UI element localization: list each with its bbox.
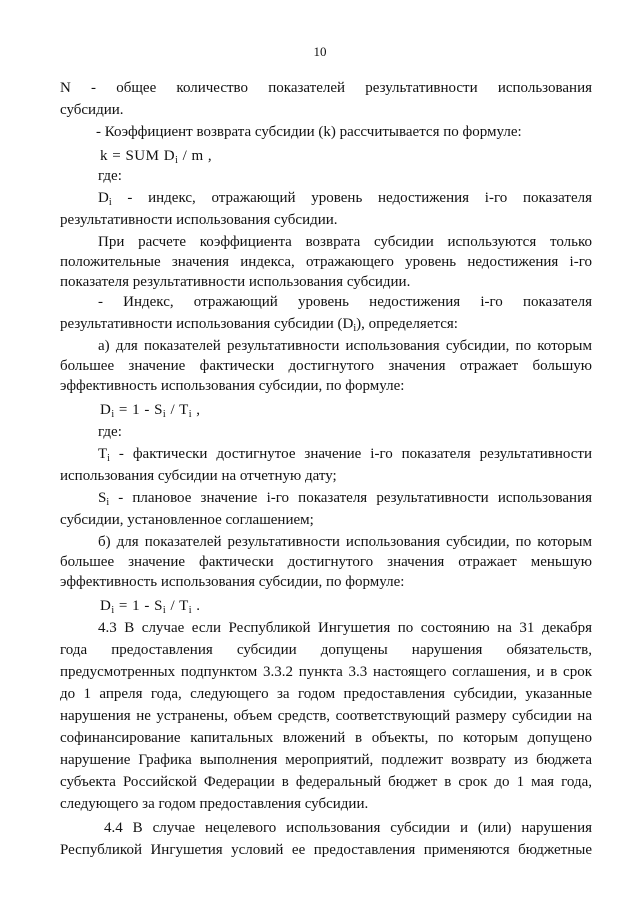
text-line: нарушение Графика выполнения мероприятий, подлежит возврату из бюджета [60,752,592,768]
text-line: б) для показателей результативности использования субсидии, по которым [98,534,592,550]
text-line: положительные значения индекса, отражающего уровень недостижения i-го [60,254,592,270]
text-line: показателя результативности использования субсидии. [60,274,411,290]
text-line: нарушения не устранены, объем средств, соответствующий размеру субсидии на [60,708,592,724]
text-line: субъекта Российской Федерации в федеральный бюджет в срок до 1 мая года, [60,774,592,790]
section-4-3-start: 4.3 В случае если Республикой Ингушетия по состоянию на 31 декабря [98,620,592,636]
text-line: N - общее количество показателей результативности использования [60,80,592,96]
formula-di-b: $D_i = 1 - S_i / T_i$ . [100,598,201,616]
text-line: большее значение фактически достигнутого значения отражает большую [60,358,592,374]
text-line: использования субсидии на отчетную дату; [60,468,337,484]
text-line: субсидии. [60,102,124,118]
text-line: а) для показателей результативности использования субсидии, по которым [98,338,592,354]
text-line: эффективность использования субсидии, по формуле: [60,574,405,590]
text-line: софинансирование капитальных вложений в объекты, по которым допущено [60,730,592,746]
formula-di-a: $D_i = 1 - S_i / T_i$ , [100,402,201,420]
text-line: Республикой Ингушетия условий ее предоставления применяются бюджетные [60,842,592,858]
text-line: где: [98,168,122,184]
text-line: большее значение фактически достигнутого значения отражает меньшую [60,554,592,570]
definition-ti: $T_i$ - фактически достигнутое значение i-го показателя результативности [98,446,592,464]
definition-si: $S_i$ - плановое значение i-го показателя результативности использования [98,490,592,508]
text-line: следующего за годом предоставления субсидии. [60,796,369,812]
text-line: эффективность использования субсидии, по формуле: [60,378,405,394]
text-line: - Индекс, отражающий уровень недостижения i-го показателя [98,294,592,310]
text-line: субсидии, установленное соглашением; [60,512,314,528]
text-line: предусмотренных подпунктом 3.3.2 пункта 3.3 настоящего соглашения, и в срок [60,664,592,680]
text-line: - Коэффициент возврата субсидии (k) рассчитывается по формуле: [96,124,522,140]
text-line: результативности использования субсидии $(D_i)$, определяется: [60,316,458,334]
text-line: результативности использования субсидии. [60,212,338,228]
text-line: где: [98,424,122,440]
page-number: 10 [313,44,327,59]
text-line: до 1 апреля года, следующего за годом предоставления субсидии, указанные [60,686,592,702]
formula-k: k = SUM $D_i$ / m , [100,148,213,166]
text-line: При расчете коэффициента возврата субсидии используются только [98,234,592,250]
text-line: года предоставления субсидии допущены нарушения обязательств, [60,642,592,658]
section-4-4-start: 4.4 В случае нецелевого использования субсидии и (или) нарушения [104,820,592,836]
definition-di: $D_i$ - индекс, отражающий уровень недостижения i-го показателя [98,190,592,208]
